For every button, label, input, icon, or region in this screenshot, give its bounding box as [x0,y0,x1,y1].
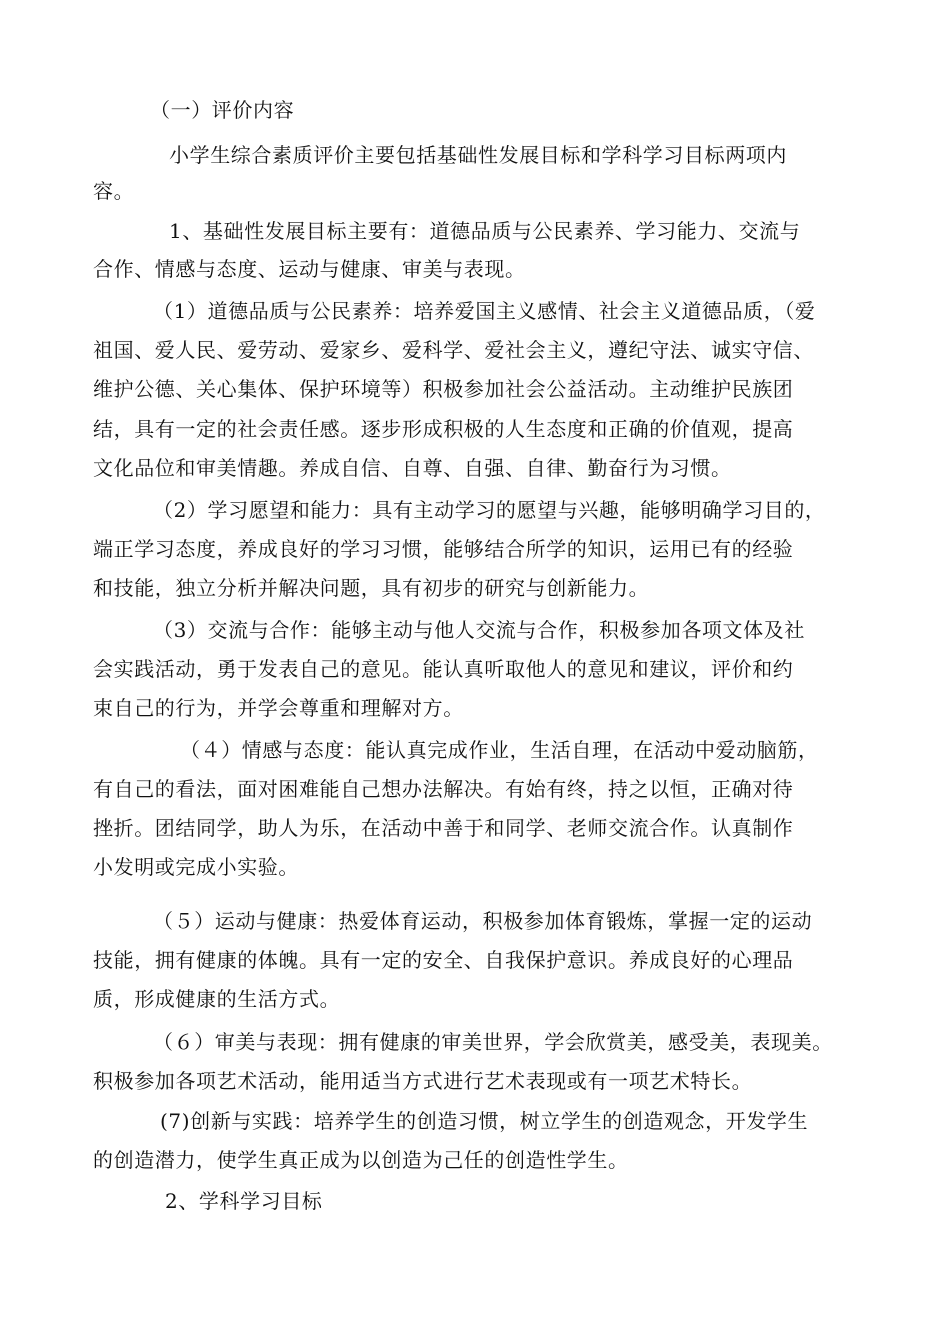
paragraph-line: （４）情感与态度：能认真完成作业，生活自理，在活动中爱动脑筋， [180,738,819,762]
paragraph-line: 容。 [93,179,135,203]
paragraph-line: 有自己的看法，面对困难能自己想办法解决。有始有终，持之以恒，正确对待 [93,777,794,801]
paragraph-line: 合作、情感与态度、运动与健康、审美与表现。 [93,257,526,281]
paragraph-line: 小发明或完成小实验。 [93,855,299,879]
paragraph-line: 质，形成健康的生活方式。 [93,987,341,1011]
paragraph-line: （3）交流与合作：能够主动与他人交流与合作，积极参加各项文体及社 [153,618,805,642]
paragraph-line: 维护公德、关心集体、保护环境等）积极参加社会公益活动。主动维护民族团 [93,377,794,401]
paragraph-line: （６）审美与表现：拥有健康的审美世界，学会欣赏美，感受美，表现美。 [153,1030,833,1054]
paragraph-line: （2）学习愿望和能力：具有主动学习的愿望与兴趣，能够明确学习目的， [153,498,826,522]
paragraph-line: （1）道德品质与公民素养：培养爱国主义感情、社会主义道德品质，（爱 [153,299,816,323]
paragraph-line: 和技能，独立分析并解决问题，具有初步的研究与创新能力。 [93,576,650,600]
paragraph-line: 束自己的行为，并学会尊重和理解对方。 [93,696,464,720]
paragraph-line: 结，具有一定的社会责任感。逐步形成积极的人生态度和正确的价值观，提高 [93,417,794,441]
paragraph-line: 积极参加各项艺术活动，能用适当方式进行艺术表现或有一项艺术特长。 [93,1069,753,1093]
paragraph-line: 技能，拥有健康的体魄。具有一定的安全、自我保护意识。养成良好的心理品 [93,948,794,972]
paragraph-line: （５）运动与健康：热爱体育运动，积极参加体育锻炼，掌握一定的运动 [153,909,813,933]
paragraph-line: 小学生综合素质评价主要包括基础性发展目标和学科学习目标两项内 [169,143,787,167]
paragraph-line: 的创造潜力，使学生真正成为以创造为己任的创造性学生。 [93,1148,629,1172]
section-heading: （一）评价内容 [150,98,295,122]
paragraph-line: (7)创新与实践：培养学生的创造习惯，树立学生的创造观念，开发学生 [160,1109,809,1133]
paragraph-line: 挫折。团结同学，助人为乐，在活动中善于和同学、老师交流合作。认真制作 [93,816,794,840]
paragraph-line: 会实践活动，勇于发表自己的意见。能认真听取他人的意见和建议，评价和约 [93,657,794,681]
paragraph-line: 祖国、爱人民、爱劳动、爱家乡、爱科学、爱社会主义，遵纪守法、诚实守信、 [93,338,814,362]
paragraph-line: 端正学习态度，养成良好的学习习惯，能够结合所学的知识，运用已有的经验 [93,537,794,561]
paragraph-line: 1、基础性发展目标主要有：道德品质与公民素养、学习能力、交流与 [169,219,801,243]
paragraph-line: 文化品位和审美情趣。养成自信、自尊、自强、自律、勤奋行为习惯。 [93,456,732,480]
section-heading: 2、学科学习目标 [165,1189,323,1213]
